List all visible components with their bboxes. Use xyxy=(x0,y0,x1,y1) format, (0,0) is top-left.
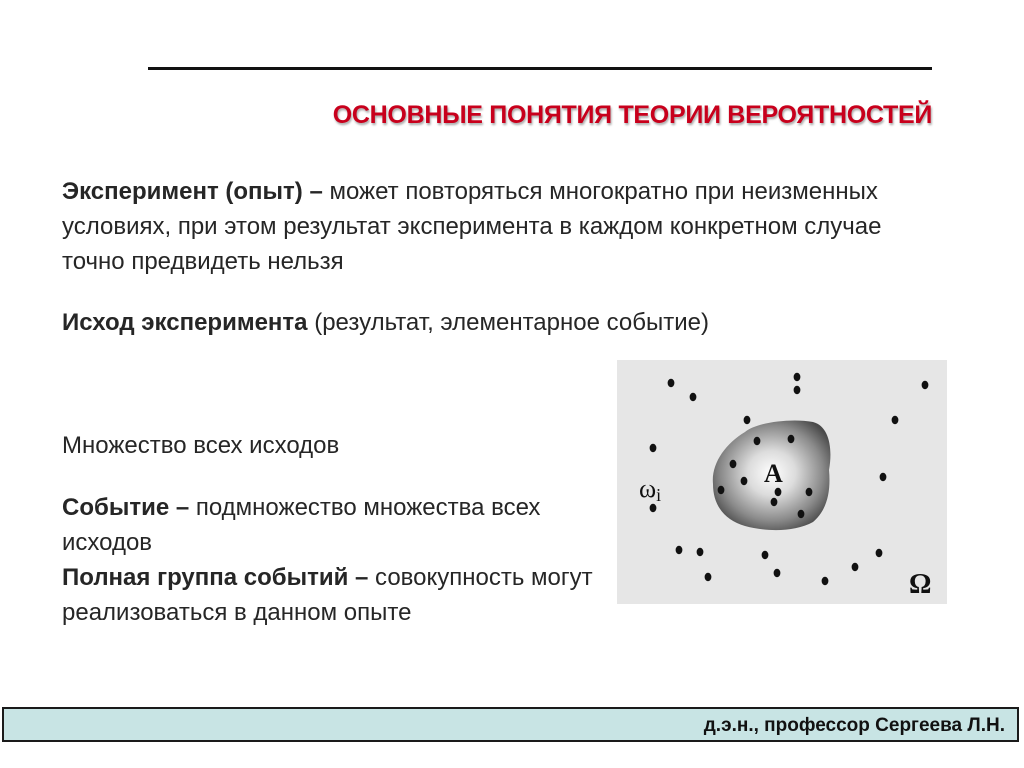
outcome-dot xyxy=(822,577,829,585)
outcome-omega-subscript: i xyxy=(656,485,662,505)
outcome-dot xyxy=(668,379,675,387)
event-paragraphs xyxy=(62,490,622,630)
footer-author: д.э.н., профессор Сергеева Л.Н. xyxy=(703,715,1005,736)
outcome-dot xyxy=(754,437,761,445)
experiment-term: Эксперимент (опыт) – xyxy=(62,178,323,205)
outcome-dot xyxy=(798,510,805,518)
experiment-paragraph xyxy=(62,174,882,279)
outcome-term: Исход эксперимента xyxy=(62,309,308,336)
outcome-definition: (результат, элементарное событие) xyxy=(307,309,709,336)
sample-space-figure xyxy=(617,360,947,604)
outcome-dot xyxy=(922,381,929,389)
complete-group-paragraph xyxy=(62,560,622,630)
outcome-dot xyxy=(880,473,887,481)
outcome-paragraph xyxy=(62,305,882,340)
slide-title: ОСНОВНЫЕ ПОНЯТИЯ ТЕОРИИ ВЕРОЯТНОСТЕЙ xyxy=(332,101,932,129)
outcome-dot xyxy=(730,460,737,468)
event-a-label: A xyxy=(764,459,783,488)
event-definition: подмножество множества всех исходов xyxy=(62,494,541,556)
outcome-dot xyxy=(794,386,801,394)
outcome-dot xyxy=(697,548,704,556)
event-paragraph xyxy=(62,490,622,560)
footer-bar xyxy=(2,707,1019,742)
outcome-dot xyxy=(806,488,813,496)
outcome-dot xyxy=(650,504,657,512)
outcome-dot xyxy=(676,546,683,554)
complete-group-term: Полная группа событий – xyxy=(62,564,369,591)
outcome-dot xyxy=(876,549,883,557)
outcome-dot xyxy=(718,486,725,494)
sample-space-diagram xyxy=(617,360,947,604)
outcome-omega-symbol: ω xyxy=(639,474,657,503)
outcome-dot xyxy=(762,551,769,559)
sample-space-text: Множество всех исходов xyxy=(62,432,340,459)
outcome-dot xyxy=(744,416,751,424)
outcome-dot xyxy=(705,573,712,581)
sample-space-paragraph xyxy=(62,428,602,463)
outcome-dot xyxy=(741,477,748,485)
experiment-definition: может повторяться многократно при неизменных условиях, при этом результат эксперимента в каждом конкретном случае точно предвидеть нельзя xyxy=(62,178,882,275)
outcome-dot xyxy=(892,416,899,424)
outcome-dot xyxy=(771,498,778,506)
complete-group-definition: совокупность могут реализоваться в данном опыте xyxy=(62,564,593,626)
outcome-dot xyxy=(774,569,781,577)
event-term: Событие – xyxy=(62,494,190,521)
outcome-dot xyxy=(794,373,801,381)
outcome-dot xyxy=(788,435,795,443)
outcome-dot xyxy=(650,444,657,452)
outcome-dot xyxy=(775,488,782,496)
outcome-dot xyxy=(690,393,697,401)
outcome-dot xyxy=(852,563,859,571)
outcome-omega-label xyxy=(639,474,661,505)
sample-space-omega-label: Ω xyxy=(909,569,932,600)
title-top-rule xyxy=(148,67,932,70)
